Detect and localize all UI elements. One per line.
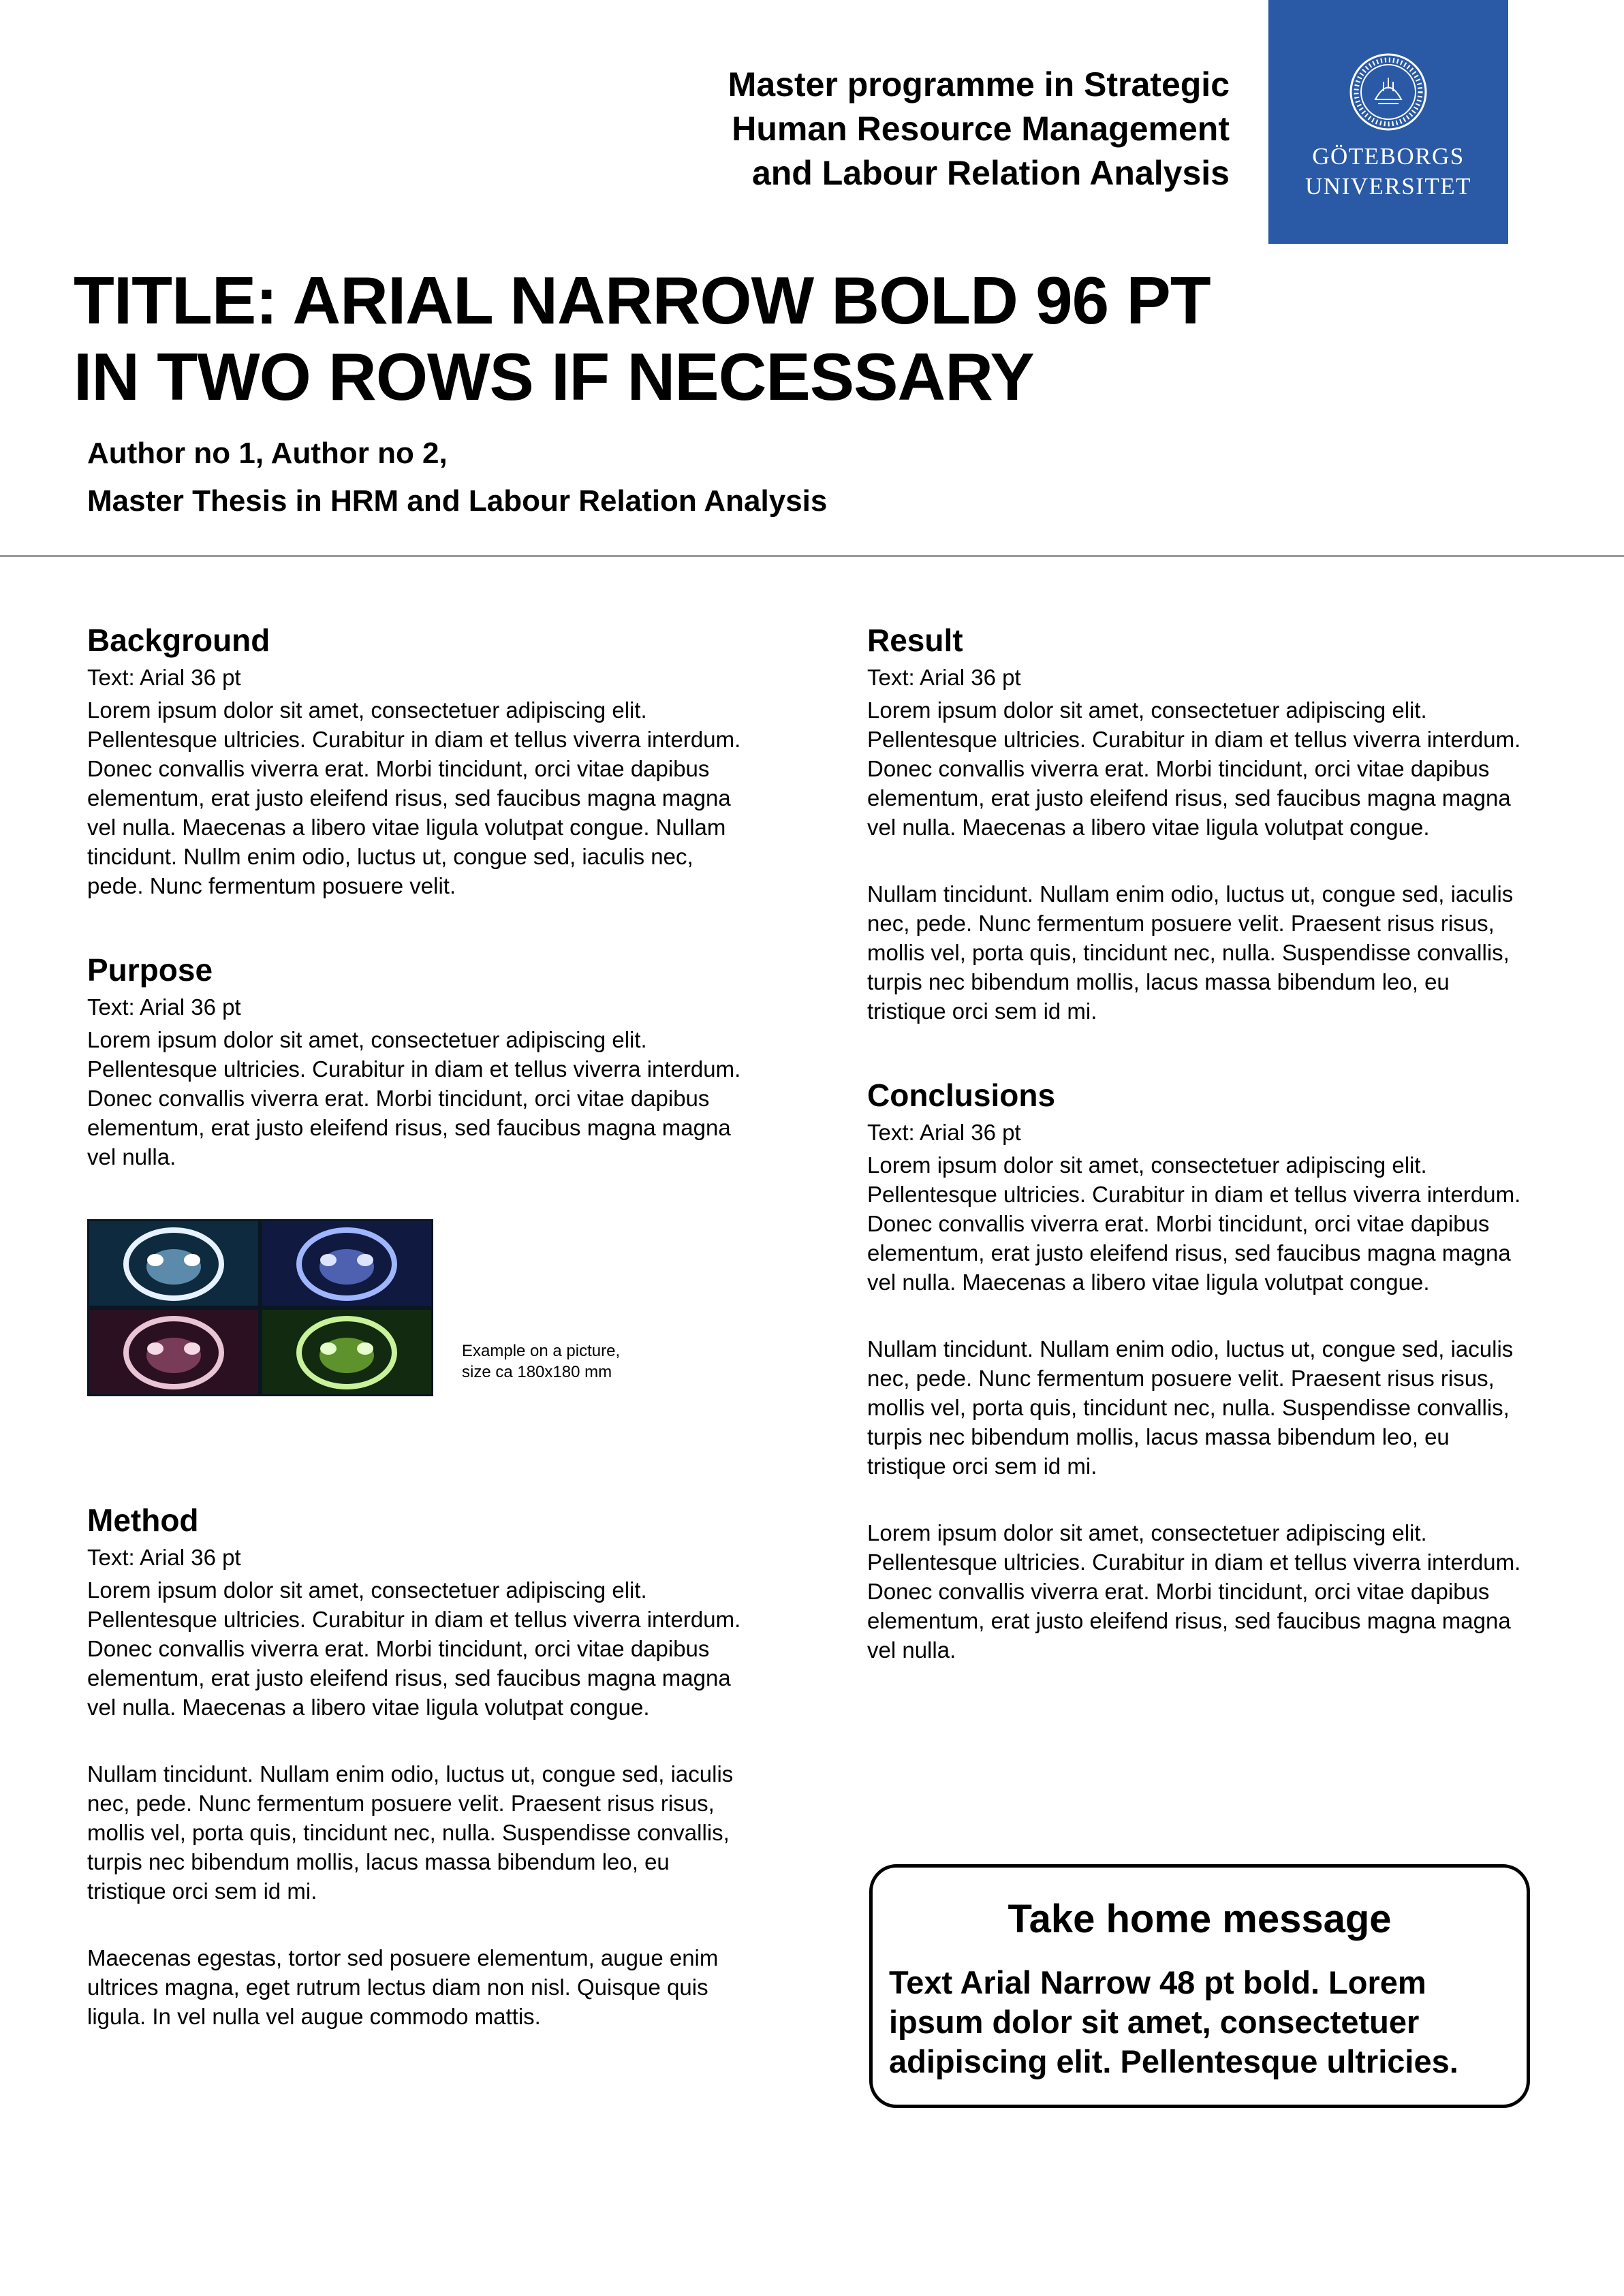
programme-line: and Labour Relation Analysis xyxy=(751,154,1230,192)
section-hint: Text: Arial 36 pt xyxy=(87,665,241,690)
section-hint: Text: Arial 36 pt xyxy=(867,1120,1021,1145)
section-paragraph: Lorem ipsum dolor sit amet, consectetuer adipiscing elit. Pellentesque ultricies. Curabitur in diam et tellus viverra interdum. Donec convallis viverra erat. Morbi tincidunt, orci vitae dapibus elementum, erat justo eleifend risus, sed faucibus magna magna vel nulla. Maecenas a libero vitae ligula volutpat congue. xyxy=(867,1152,1521,1295)
right-column xyxy=(867,618,1521,1712)
section-paragraph: Lorem ipsum dolor sit amet, consectetuer adipiscing elit. Pellentesque ultricies. Curabitur in diam et tellus viverra interdum. Donec convallis viverra erat. Morbi tincidunt, orci vitae dapibus elementum, erat justo eleifend risus, sed faucibus magna magna vel nulla. xyxy=(87,1027,741,1169)
university-name xyxy=(1268,142,1508,202)
example-figure xyxy=(87,1219,433,1396)
university-name-line: UNIVERSITET xyxy=(1305,173,1471,200)
university-logo xyxy=(1268,0,1508,244)
university-name-line: GÖTEBORGS xyxy=(1312,143,1465,170)
section-paragraph: Lorem ipsum dolor sit amet, consectetuer adipiscing elit. Pellentesque ultricies. Curabitur in diam et tellus viverra interdum. Donec convallis viverra erat. Morbi tincidunt, orci vitae dapibus elementum, erat justo eleifend risus, sed faucibus magna magna vel nulla. Maecenas a libero vitae ligula volutpat congue. xyxy=(867,697,1521,840)
programme-line: Master programme in Strategic xyxy=(728,65,1230,104)
thesis-line: Master Thesis in HRM and Labour Relation Analysis xyxy=(87,484,828,518)
programme-title xyxy=(559,63,1230,195)
ct-scan-image xyxy=(87,1219,433,1396)
section-heading: Purpose xyxy=(87,952,213,988)
programme-line: Human Resource Management xyxy=(732,110,1230,148)
section-result xyxy=(867,618,1521,1026)
scan-tile xyxy=(262,1221,431,1306)
scan-tile xyxy=(89,1221,258,1306)
take-home-title: Take home message xyxy=(1008,1897,1392,1941)
section-paragraph: Nullam tincidunt. Nullam enim odio, luctus ut, congue sed, iaculis nec, pede. Nunc fermentum posuere velit. Praesent risus risus, mollis vel, porta quis, tincidunt nec, nulla. Suspendisse convallis, turpis nec bibendum mollis, lacus massa bibendum leo, eu tristique orci sem id mi. xyxy=(87,1761,734,1904)
scan-tile xyxy=(262,1310,431,1394)
divider xyxy=(0,555,1624,557)
take-home-body: Text Arial Narrow 48 pt bold. Lorem ipsum dolor sit amet, consectetuer adipiscing elit. Pellentesque ultricies. xyxy=(889,1964,1458,2079)
caption-line: size ca 180x180 mm xyxy=(462,1363,612,1381)
title-line: IN TWO ROWS IF NECESSARY xyxy=(74,339,1034,414)
section-heading: Background xyxy=(87,623,270,658)
section-paragraph: Nullam tincidunt. Nullam enim odio, luctus ut, congue sed, iaculis nec, pede. Nunc fermentum posuere velit. Praesent risus risus, mollis vel, porta quis, tincidunt nec, nulla. Suspendisse convallis, turpis nec bibendum mollis, lacus massa bibendum leo, eu tristique orci sem id mi. xyxy=(867,1336,1514,1479)
section-purpose xyxy=(87,948,741,1171)
section-paragraph: Lorem ipsum dolor sit amet, consectetuer adipiscing elit. Pellentesque ultricies. Curabitur in diam et tellus viverra interdum. Donec convallis viverra erat. Morbi tincidunt, orci vitae dapibus elementum, erat justo eleifend risus, sed faucibus magna magna vel nulla. Maecenas a libero vitae ligula volutpat congue. Nullam tincidunt. Nullm enim odio, luctus ut, congue sed, iaculis nec, pede. Nunc fermentum posuere velit. xyxy=(87,697,741,898)
section-paragraph: Nullam tincidunt. Nullam enim odio, luctus ut, congue sed, iaculis nec, pede. Nunc fermentum posuere velit. Praesent risus risus, mollis vel, porta quis, tincidunt nec, nulla. Suspendisse convallis, turpis nec bibendum mollis, lacus massa bibendum leo, eu tristique orci sem id mi. xyxy=(867,881,1514,1024)
section-method xyxy=(87,1498,741,2031)
section-hint: Text: Arial 36 pt xyxy=(87,1545,241,1570)
section-background xyxy=(87,618,741,900)
section-paragraph: Lorem ipsum dolor sit amet, consectetuer adipiscing elit. Pellentesque ultricies. Curabitur in diam et tellus viverra interdum. Donec convallis viverra erat. Morbi tincidunt, orci vitae dapibus elementum, erat justo eleifend risus, sed faucibus magna magna vel nulla. xyxy=(867,1520,1521,1663)
section-hint: Text: Arial 36 pt xyxy=(87,994,241,1020)
scan-tile xyxy=(89,1310,258,1394)
university-seal-icon xyxy=(1348,52,1428,132)
section-heading: Result xyxy=(867,623,963,658)
section-heading: Conclusions xyxy=(867,1078,1056,1113)
authors: Author no 1, Author no 2, xyxy=(87,437,448,470)
section-paragraph: Lorem ipsum dolor sit amet, consectetuer adipiscing elit. Pellentesque ultricies. Curabitur in diam et tellus viverra interdum. Donec convallis viverra erat. Morbi tincidunt, orci vitae dapibus elementum, erat justo eleifend risus, sed faucibus magna magna vel nulla. Maecenas a libero vitae ligula volutpat congue. xyxy=(87,1577,741,1720)
caption-line: Example on a picture, xyxy=(462,1342,621,1360)
take-home-box xyxy=(869,1864,1530,2108)
section-conclusions xyxy=(867,1073,1521,1665)
poster-title xyxy=(74,262,1232,415)
section-paragraph: Maecenas egestas, tortor sed posuere elementum, augue enim ultrices magna, eget rutrum lectus diam non nisl. Quisque quis ligula. In vel nulla vel augue commodo mattis. xyxy=(87,1945,719,2029)
title-line: TITLE: ARIAL NARROW BOLD 96 PT xyxy=(74,263,1211,338)
section-hint: Text: Arial 36 pt xyxy=(867,665,1021,690)
left-column xyxy=(87,618,741,2079)
figure-caption xyxy=(462,1340,620,1383)
figure-block xyxy=(87,1219,741,1437)
section-heading: Method xyxy=(87,1503,199,1538)
